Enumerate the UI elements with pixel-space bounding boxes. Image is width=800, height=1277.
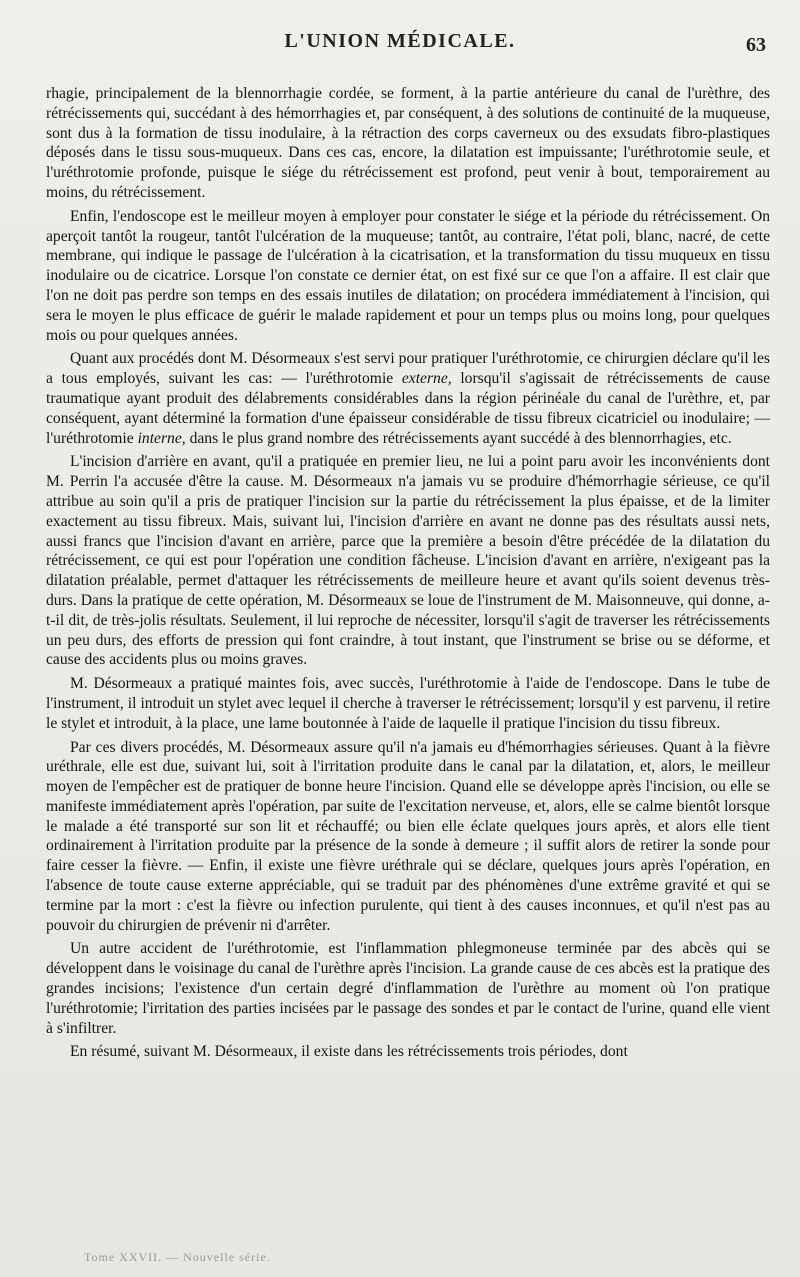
paragraph-5: M. Désormeaux a pratiqué maintes fois, avec succès, l'uréthrotomie à l'aide de l'endoscope. Dans le tube de l'instrument, il introduit un stylet avec lequel il cherche à traverser le rétrécissement; lorsqu'il y est parvenu, il retire le stylet et introduit, à la place, une lame boutonnée à l'aide de laquelle il pratique l'incision du tissu fibreux. [46,675,770,732]
running-title: L'UNION MÉDICALE. [284,30,516,52]
paragraph-4: L'incision d'arrière en avant, qu'il a pratiquée en premier lieu, ne lui a point paru avoir les inconvénients dont M. Perrin l'a accusée d'être la cause. M. Désormeaux n'a jamais vu se produire d'hémorrhagie sérieuse, ce qu'il attribue au soin qu'il a pris de pratiquer l'incision sur la partie du rétrécissement la plus épaisse, et de la limiter exactement au tissu fibreux. Mais, suivant lui, l'incision d'arrière en avant ne donne pas des résultats aussi nets, aussi francs que l'incision d'avant en arrière, parce que la première a besoin d'être précédée de la dilatation du rétrécissement, ce qui est pour l'opération une condition fâcheuse. L'incision d'avant en arrière, n'exigeant pas la dilatation préalable, permet d'attaquer les rétrécissements de meilleure heure et avant qu'ils soient devenus très-durs. Dans la pratique de cette opération, M. Désormeaux se loue de l'instrument de M. Maisonneuve, qui donne, a-t-il dit, de très-jolis résultats. Seulement, il lui reproche de nécessiter, lorsqu'il s'agit de traverser les rétrécissements un peu durs, des efforts de pression qui font craindre, à tout instant, que l'instrument se brise ou se déforme, et cause des accidents plus ou moins graves. [46,453,770,669]
emphasis-interne: interne, [137,429,186,447]
page-number: 63 [746,34,766,56]
footer-signature: Tome XXVII. — Nouvelle série. [84,1250,271,1264]
paragraph-3-part-3: dans le plus grand nombre des rétrécissements ayant succédé à des blennorrhagies, etc. [185,429,732,447]
paragraph-8: En résumé, suivant M. Désormeaux, il existe dans les rétrécissements trois périodes, dont [70,1043,628,1061]
article-body [46,84,770,1066]
paragraph-1: rhagie, principalement de la blennorrhagie cordée, se forment, à la partie antérieure du canal de l'urèthre, des rétrécissements qui, succédant à des hémorrhagies et, par conséquent, à des solutions de continuité de la muqueuse, sont dus à la formation de tissu inodulaire, à la rétraction des corps caverneux ou des exsudats fibro-plastiques déposés dans le tissu sous-muqueux. Dans ces cas, encore, la dilatation est impuissante; l'uréthrotomie seule, et l'uréthrotomie profonde, puisque le siége du rétrécissement est profond, peut venir à bout, temporairement au moins, du rétrécissement. [46,85,770,201]
paragraph-2: Enfin, l'endoscope est le meilleur moyen à employer pour constater le siége et la période du rétrécissement. On aperçoit tantôt la rougeur, tantôt l'ulcération de la muqueuse; tantôt, au contraire, l'état poli, blanc, nacré, de cette membrane, qui indique le passage de l'ulcération à la cicatrisation, et la transformation du tissu muqueux en tissu inodulaire ou de cicatrice. Lorsque l'on constate ce dernier état, on est fixé sur ce que l'on a affaire. Il est clair que l'on ne doit pas perdre son temps en des essais inutiles de dilatation; on procédera immédiatement à l'incision, qui sera le moyen le plus efficace de guérir le malade rapidement et pour un temps plus ou moins long, pour quelques mois ou pour quelques années. [46,207,770,344]
running-head [0,30,800,62]
paragraph-3 [46,349,770,448]
paragraph-3-part-2: lorsqu'il s'agissait de rétrécissements de cause traumatique ayant produit des délabrements considérables dans la région périnéale du canal de l'urèthre, et, par conséquent, ayant déterminé la formation d'une épaisseur considérable de tissu fibreux cicatriciel ou inodulaire; — l'uréthrotomie [46,370,771,447]
paragraph-7: Un autre accident de l'uréthrotomie, est l'inflammation phlegmoneuse terminée par des abcès qui se développent dans le voisinage du canal de l'urèthre après l'incision. La grande cause de ces abcès est la pratique des grandes incisions; l'existence d'un certain degré d'inflammation de l'urèthre au moment où l'on pratique l'uréthrotomie; l'irritation des parties incisées par le passage des sondes et par le contact de l'urine, quand elle vient à s'infiltrer. [46,940,770,1037]
emphasis-externe: externe, [401,370,452,388]
paragraph-3-part-1: Quant aux procédés dont M. Désormeaux s'est servi pour pratiquer l'uréthrotomie, ce chirurgien déclare qu'il les a tous employés, suivant les cas: — l'uréthrotomie [46,350,770,388]
paragraph-6: Par ces divers procédés, M. Désormeaux assure qu'il n'a jamais eu d'hémorrhagies sérieuses. Quant à la fièvre uréthrale, elle est due, suivant lui, soit à l'irritation produite dans le canal par la dilatation, et, alors, le meilleur moyen de l'empêcher est de pratiquer de bonne heure l'incision. Quand elle se développe après l'incision, ou elle se manifeste immédiatement après l'opération, par suite de l'excitation nerveuse, et, alors, elle se calme bientôt lorsque le malade a été transporté sur son lit et réchauffé; ou bien elle éclate quelques jours après, et alors elle tient ordinairement à l'irritation produite par la présence de la sonde à demeure ; il suffit alors de retirer la sonde pour faire cesser la fièvre. — Enfin, il existe une fièvre uréthrale qui se déclare, quelques jours après l'opération, en l'absence de toute cause externe appréciable, qui se traduit par des phénomènes d'une extrême gravité et qui se termine par la mort : c'est la fièvre ou infection purulente, qui tient à des causes inconnues, et qu'il n'est pas au pouvoir du chirurgien de prévenir ni d'arrêter. [46,738,770,934]
